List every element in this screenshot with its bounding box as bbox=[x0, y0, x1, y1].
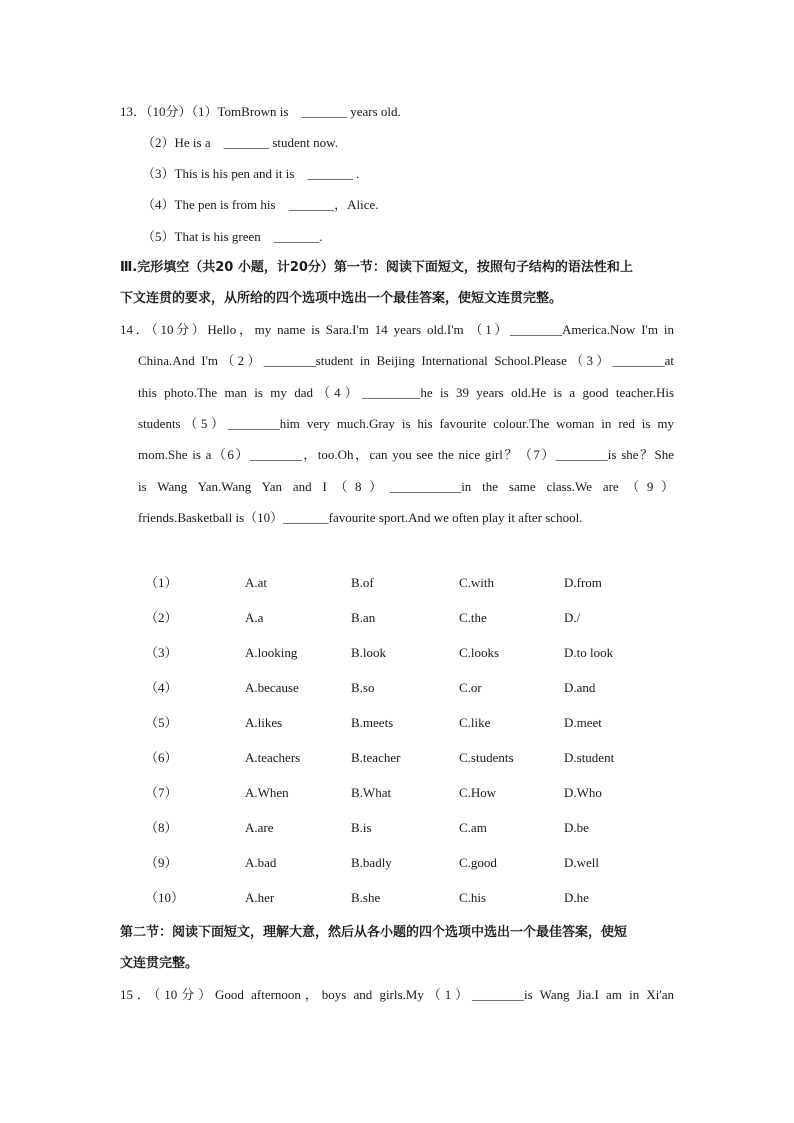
option-number: （9） bbox=[145, 855, 178, 870]
option-d: D.he bbox=[564, 890, 589, 905]
q14-passage-line-6: is Wang Yan.Wang Yan and I（8）___________in the same class.We are（9） bbox=[138, 479, 674, 494]
option-a: A.because bbox=[245, 680, 299, 695]
option-row bbox=[145, 854, 665, 872]
option-number: （5） bbox=[145, 715, 178, 730]
q15-passage-line-1: 15．（10分）Good afternoon，boys and girls.My（1）________is Wang Jia.I am in Xi'an bbox=[120, 987, 674, 1002]
option-row bbox=[145, 749, 665, 767]
option-c: C.students bbox=[459, 750, 514, 765]
option-number: （10） bbox=[145, 890, 185, 905]
q13-item-3: （3）This is his pen and it is _______ . bbox=[142, 166, 360, 181]
option-c: C.with bbox=[459, 575, 495, 590]
section3-heading-line-2: 下文连贯的要求，从所给的四个选项中选出一个最佳答案，使短文连贯完整。 bbox=[120, 291, 563, 306]
option-row bbox=[145, 644, 665, 662]
option-d: D./ bbox=[564, 610, 581, 625]
option-d: D.be bbox=[564, 820, 589, 835]
option-a: A.teachers bbox=[245, 750, 301, 765]
option-row bbox=[145, 784, 665, 802]
option-number: （3） bbox=[145, 645, 178, 660]
option-row bbox=[145, 574, 665, 592]
option-d: D.meet bbox=[564, 715, 602, 730]
option-row bbox=[145, 889, 665, 907]
option-a: A.a bbox=[245, 610, 264, 625]
option-b: B.What bbox=[351, 785, 392, 800]
option-a: A.likes bbox=[245, 715, 283, 730]
option-b: B.look bbox=[351, 645, 387, 660]
q14-passage-line-3: this photo.The man is my dad（4）_________he is 39 years old.He is a good teacher.His bbox=[138, 385, 674, 400]
option-a: A.her bbox=[245, 890, 275, 905]
option-c: C.looks bbox=[459, 645, 500, 660]
option-d: D.and bbox=[564, 680, 596, 695]
option-d: D.from bbox=[564, 575, 602, 590]
option-c: C.his bbox=[459, 890, 487, 905]
q13-line-1: 13．（10分）（1）TomBrown is _______ years old. bbox=[120, 104, 401, 119]
option-row bbox=[145, 714, 665, 732]
q14-passage-line-7: friends.Basketball is（10）_______favourite sport.And we often play it after school. bbox=[138, 510, 583, 525]
option-a: A.are bbox=[245, 820, 274, 835]
option-d: D.student bbox=[564, 750, 615, 765]
option-c: C.the bbox=[459, 610, 487, 625]
q14-passage-line-1: 14．（10分）Hello，my name is Sara.I'm 14 years old.I'm （1）________America.Now I'm in bbox=[120, 322, 674, 337]
option-d: D.Who bbox=[564, 785, 602, 800]
option-b: B.meets bbox=[351, 715, 394, 730]
q14-passage-line-5: mom.She is a（6）________，too.Oh，can you see the nice girl？（7）________is she？She bbox=[138, 447, 674, 462]
option-number: （8） bbox=[145, 820, 178, 835]
option-row bbox=[145, 609, 665, 627]
section2-heading-line-1: 第二节：阅读下面短文，理解大意，然后从各小题的四个选项中选出一个最佳答案，使短 bbox=[120, 925, 628, 940]
option-b: B.so bbox=[351, 680, 375, 695]
section2-heading-line-2: 文连贯完整。 bbox=[120, 956, 199, 971]
option-number: （4） bbox=[145, 680, 178, 695]
option-number: （2） bbox=[145, 610, 178, 625]
q13-item-5: （5）That is his green _______. bbox=[142, 229, 323, 244]
option-b: B.an bbox=[351, 610, 376, 625]
option-number: （6） bbox=[145, 750, 178, 765]
option-a: A.bad bbox=[245, 855, 277, 870]
section3-heading-line-1: Ⅲ.完形填空（共20 小题，计20分）第一节：阅读下面短文，按照句子结构的语法性和上 bbox=[120, 260, 633, 275]
option-b: B.is bbox=[351, 820, 372, 835]
option-a: A.looking bbox=[245, 645, 298, 660]
q14-passage-line-2: China.And I'm（2）________student in Beijing International School.Please（3）________at bbox=[138, 353, 674, 368]
option-row bbox=[145, 819, 665, 837]
option-c: C.am bbox=[459, 820, 487, 835]
option-c: C.good bbox=[459, 855, 497, 870]
option-c: C.like bbox=[459, 715, 491, 730]
option-b: B.she bbox=[351, 890, 381, 905]
option-a: A.When bbox=[245, 785, 289, 800]
q14-passage-line-4: students（5）________him very much.Gray is his favourite colour.The woman in red is my bbox=[138, 416, 674, 431]
option-a: A.at bbox=[245, 575, 268, 590]
option-b: B.of bbox=[351, 575, 374, 590]
q13-item-2: （2）He is a _______ student now. bbox=[142, 135, 338, 150]
option-row bbox=[145, 679, 665, 697]
q13-item-4: （4）The pen is from his _______，Alice. bbox=[142, 197, 379, 212]
option-c: C.How bbox=[459, 785, 497, 800]
option-d: D.well bbox=[564, 855, 600, 870]
option-number: （1） bbox=[145, 575, 178, 590]
option-c: C.or bbox=[459, 680, 482, 695]
option-number: （7） bbox=[145, 785, 178, 800]
option-d: D.to look bbox=[564, 645, 614, 660]
option-b: B.teacher bbox=[351, 750, 401, 765]
option-b: B.badly bbox=[351, 855, 392, 870]
